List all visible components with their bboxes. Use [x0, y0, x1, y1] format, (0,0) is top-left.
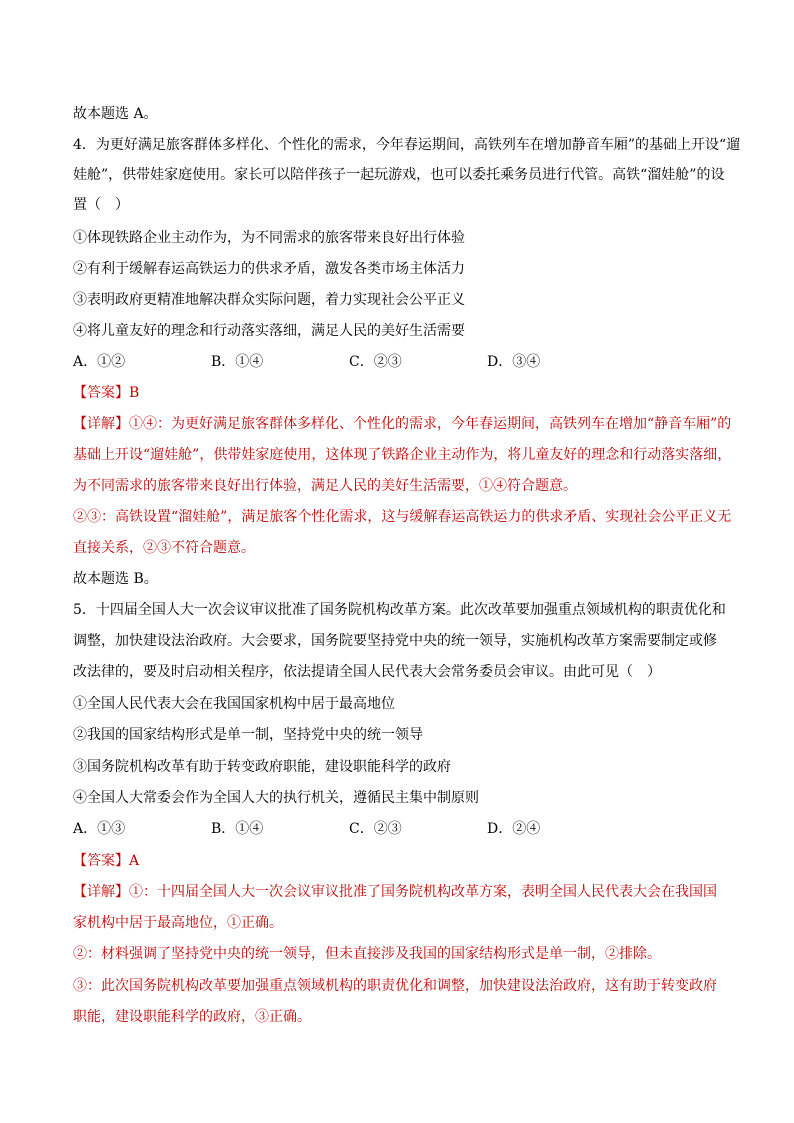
q4-explanation-line4: ②③：高铁设置“溜娃舱”，满足旅客个性化需求，这与缓解春运高铁运力的供求矛盾、实现社会公平正义无 — [73, 509, 732, 525]
q4-explanation-line3: 为不同需求的旅客带来良好出行体验，满足人民的美好生活需要，①④符合题意。 — [73, 478, 577, 494]
q4-option-b: B．①④ — [211, 354, 264, 370]
q5-options — [73, 819, 673, 839]
q5-option-a: A．①③ — [73, 821, 126, 837]
q4-conclusion: 故本题选 B。 — [73, 571, 158, 587]
q5-statement-4: ④全国人大常委会作为全国人大的执行机关，遵循民主集中制原则 — [73, 790, 479, 806]
q5-statement-1: ①全国人民代表大会在我国国家机构中居于最高地位 — [73, 696, 395, 712]
q5-statement-2: ②我国的国家结构形式是单一制，坚持党中央的统一领导 — [73, 727, 423, 743]
q3-conclusion: 故本题选 A。 — [73, 106, 158, 122]
q5-answer: 【答案】A — [73, 853, 140, 869]
q4-statement-3: ③表明政府更精准地解决群众实际问题，着力实现社会公平正义 — [73, 292, 465, 308]
q4-explanation-line5: 直接关系，②③不符合题意。 — [73, 540, 255, 556]
q4-answer: 【答案】B — [73, 385, 140, 401]
q5-explanation-line5: 职能，建设职能科学的政府，③正确。 — [73, 1009, 311, 1025]
q5-stem-line1: 5．十四届全国人大一次会议审议批准了国务院机构改革方案。此次改革要加强重点领域机构的职责优化和 — [73, 602, 726, 618]
q4-stem-line1: 4．为更好满足旅客群体多样化、个性化的需求，今年春运期间，高铁列车在增加静音车厢”的基础上开设“遛 — [73, 137, 741, 153]
q4-option-a: A．①② — [73, 354, 126, 370]
q4-option-c: C．②③ — [349, 354, 402, 370]
q4-statement-1: ①体现铁路企业主动作为，为不同需求的旅客带来良好出行体验 — [73, 230, 465, 246]
q4-explanation-line2: 基础上开设“遛娃舱”，供带娃家庭使用，这体现了铁路企业主动作为，将儿童友好的理念和行动落实落细， — [73, 447, 732, 463]
q5-stem-line2: 调整，加快建设法治政府。大会要求，国务院要坚持党中央的统一领导，实施机构改革方案需要制定或修 — [73, 633, 717, 649]
q5-stem-line3: 改法律的，要及时启动相关程序，依法提请全国人民代表大会常务委员会审议。由此可见（ ） — [73, 664, 661, 680]
q5-option-c: C．②③ — [349, 821, 402, 837]
q5-explanation-line3: ②：材料强调了坚持党中央的统一领导，但未直接涉及我国的国家结构形式是单一制，②排除。 — [73, 946, 661, 962]
q5-explanation-line4: ③：此次国务院机构改革要加强重点领域机构的职责优化和调整，加快建设法治政府，这有助于转变政府 — [73, 978, 717, 994]
q5-statement-3: ③国务院机构改革有助于转变政府职能，建设职能科学的政府 — [73, 759, 451, 775]
q5-explanation-line1: 【详解】①：十四届全国人大一次会议审议批准了国务院机构改革方案，表明全国人民代表大会在我国国 — [73, 884, 717, 900]
q5-option-b: B．①④ — [211, 821, 264, 837]
q5-option-d: D．②④ — [487, 821, 541, 837]
q4-statement-2: ②有利于缓解春运高铁运力的供求矛盾，激发各类市场主体活力 — [73, 261, 465, 277]
q4-option-d: D．③④ — [487, 354, 541, 370]
q4-options — [73, 352, 673, 372]
q5-explanation-line2: 家机构中居于最高地位，①正确。 — [73, 915, 283, 931]
q4-statement-4: ④将儿童友好的理念和行动落实落细，满足人民的美好生活需要 — [73, 323, 465, 339]
q4-explanation-line1: 【详解】①④：为更好满足旅客群体多样化、个性化的需求，今年春运期间，高铁列车在增加“静音车厢”的 — [73, 416, 732, 432]
q4-stem-line3: 置（ ） — [73, 197, 129, 213]
q4-stem-line2: 娃舱”，供带娃家庭使用。家长可以陪伴孩子一起玩游戏，也可以委托乘务员进行代管。高铁“溜娃舱”的设 — [73, 167, 725, 183]
